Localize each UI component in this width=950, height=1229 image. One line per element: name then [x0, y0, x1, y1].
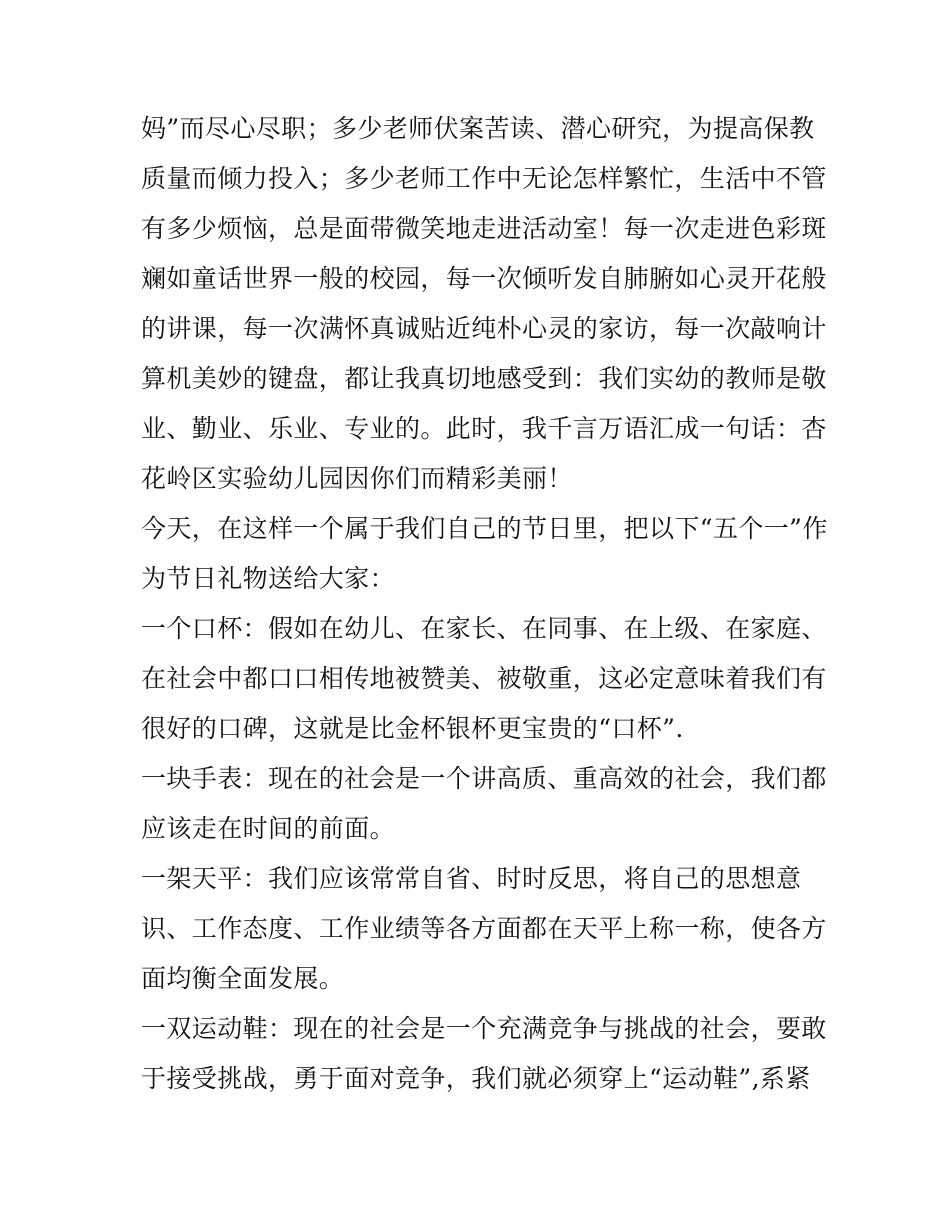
text-line-12: 在社会中都口口相传地被赞美、被敬重，这必定意味着我们有: [141, 664, 827, 693]
text-line-15: 应该走在时间的前面。: [141, 814, 396, 843]
text-line-9: 今天，在这样一个属于我们自己的节日里，把以下“五个一”作: [141, 514, 828, 543]
document-body: [141, 104, 828, 1104]
text-line-6: 算机美妙的键盘，都让我真切地感受到：我们实幼的教师是敬: [141, 364, 827, 393]
text-line-11: 一个口杯：假如在幼儿、在家长、在同事、在上级、在家庭、: [141, 614, 827, 643]
text-line-19: 一双运动鞋：现在的社会是一个充满竞争与挑战的社会，要敢: [141, 1014, 827, 1043]
text-line-17: 识、工作态度、工作业绩等各方面都在天平上称一称，使各方: [141, 914, 827, 943]
text-line-20: 于接受挑战，勇于面对竞争，我们就必须穿上“运动鞋”,系紧: [141, 1064, 811, 1093]
text-line-7: 业、勤业、乐业、专业的。此时，我千言万语汇成一句话：杏: [141, 414, 827, 443]
text-line-14: 一块手表：现在的社会是一个讲高质、重高效的社会，我们都: [141, 764, 827, 793]
text-line-3: 有多少烦恼，总是面带微笑地走进活动室！每一次走进色彩斑: [141, 214, 827, 243]
text-line-1: 妈”而尽心尽职；多少老师伏案苦读、潜心研究，为提高保教: [141, 114, 815, 143]
text-line-16: 一架天平：我们应该常常自省、时时反思，将自己的思想意: [141, 864, 802, 893]
text-line-2: 质量而倾力投入；多少老师工作中无论怎样繁忙，生活中不管: [141, 164, 827, 193]
text-line-5: 的讲课，每一次满怀真诚贴近纯朴心灵的家访，每一次敲响计: [141, 314, 827, 343]
text-line-10: 为节日礼物送给大家：: [141, 564, 396, 593]
text-line-4: 斓如童话世界一般的校园，每一次倾听发自肺腑如心灵开花般: [141, 264, 827, 293]
text-line-18: 面均衡全面发展。: [141, 964, 345, 993]
text-line-8: 花岭区实验幼儿园因你们而精彩美丽！: [141, 464, 573, 493]
text-line-13: 很好的口碑，这就是比金杯银杯更宝贵的“口杯”.: [141, 714, 684, 743]
